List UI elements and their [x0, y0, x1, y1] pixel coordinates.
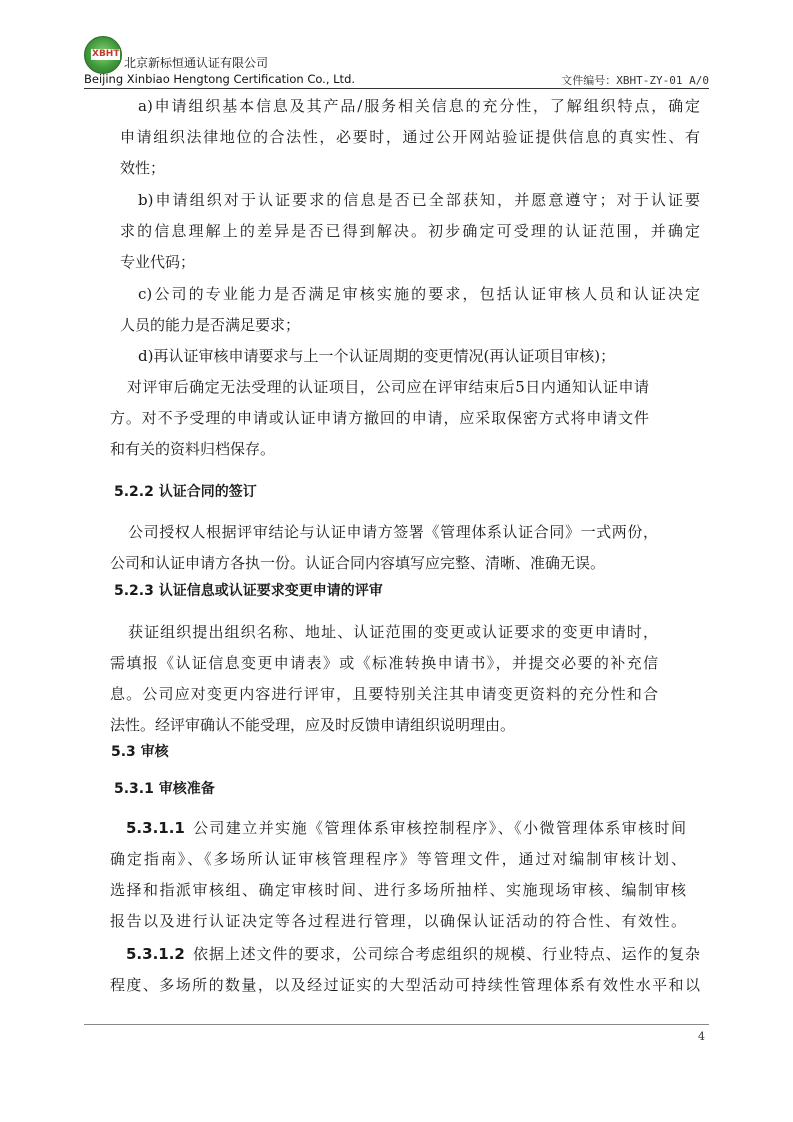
paragraph-reject-line3: 和有关的资料归档保存。: [110, 440, 276, 458]
list-item-a-line1: a)申请组织基本信息及其产品/服务相关信息的充分性，了解组织特点，确定: [138, 97, 700, 115]
list-item-a-line2: 申请组织法律地位的合法性，必要时，通过公开网站验证提供信息的真实性、有: [120, 128, 700, 146]
heading-5-3-1: 5.3.1 审核准备: [114, 781, 215, 797]
list-item-c-line2: 人员的能力是否满足要求；: [120, 316, 301, 334]
logo-text: XBHT: [92, 49, 120, 59]
heading-5-2-2: 5.2.2 认证合同的签订: [114, 484, 257, 500]
paragraph-reject-line2: 方。对不予受理的申请或认证申请方撤回的申请，应采取保密方式将申请文件: [110, 409, 649, 427]
company-name-en: Beijing Xinbiao Hengtong Certification Co., Ltd.: [84, 72, 356, 86]
paragraph-5-3-1-1-line3: 选择和指派审核组、确定审核时间、进行多场所抽样、实施现场审核、编制审核: [110, 881, 686, 899]
page-header: [84, 36, 709, 88]
clause-text: 依据上述文件的要求，公司综合考虑组织的规模、行业特点、运作的复杂: [193, 945, 700, 963]
paragraph-contract-line2: 公司和认证申请方各执一份。认证合同内容填写应完整、清晰、准确无误。: [110, 554, 606, 572]
clause-text: 公司建立并实施《管理体系审核控制程序》、《小微管理体系审核时间: [193, 819, 686, 837]
list-item-c-line1: c)公司的专业能力是否满足审核实施的要求，包括认证审核人员和认证决定: [138, 285, 700, 303]
paragraph-contract-line1: 公司授权人根据评审结论与认证申请方签署《管理体系认证合同》一式两份，: [128, 523, 658, 541]
header-divider: [84, 88, 709, 89]
clause-number-5-3-1-2: 5.3.1.2: [126, 945, 185, 963]
paragraph-5-3-1-2-line2: 程度、多场所的数量，以及经过证实的大型活动可持续性管理体系有效性水平和以: [110, 976, 700, 994]
company-logo: [84, 36, 122, 74]
heading-5-2-3: 5.2.3 认证信息或认证要求变更申请的评审: [114, 583, 383, 599]
list-item-b-line2: 求的信息理解上的差异是否已得到解决。初步确定可受理的认证范围，并确定: [120, 222, 700, 240]
footer-divider: [84, 1024, 709, 1025]
clause-number-5-3-1-1: 5.3.1.1: [126, 819, 185, 837]
paragraph-5-3-1-1-line4: 报告以及进行认证决定等各过程进行管理，以确保认证活动的符合性、有效性。: [110, 912, 686, 930]
list-item-d-line1: d)再认证审核申请要求与上一个认证周期的变更情况(再认证项目审核)；: [138, 347, 616, 365]
paragraph-change-line2: 需填报《认证信息变更申请表》或《标准转换申请书》，并提交必要的补充信: [110, 654, 658, 672]
list-item-b-line3: 专业代码；: [120, 253, 196, 271]
heading-5-3: 5.3 审核: [111, 744, 169, 760]
paragraph-5-3-1-1-line2: 确定指南》、《多场所认证审核管理程序》等管理文件，通过对编制审核计划、: [110, 850, 686, 868]
paragraph-change-line3: 息。公司应对变更内容进行评审，且要特别关注其申请变更资料的充分性和合: [110, 685, 658, 703]
list-item-b-line1: b)申请组织对于认证要求的信息是否已全部获知，并愿意遵守；对于认证要: [138, 191, 700, 209]
page-number: 4: [698, 1030, 705, 1043]
list-item-a-line3: 效性；: [120, 159, 166, 177]
paragraph-change-line1: 获证组织提出组织名称、地址、认证范围的变更或认证要求的变更申请时，: [128, 623, 658, 641]
paragraph-reject-line1: 对评审后确定无法受理的认证项目，公司应在评审结束后5日内通知认证申请: [127, 378, 649, 396]
document-number: 文件编号：XBHT-ZY-01 A/0: [561, 74, 709, 87]
paragraph-5-3-1-2-line1: [126, 943, 700, 965]
paragraph-change-line4: 法性。经评审确认不能受理，应及时反馈申请组织说明理由。: [110, 716, 516, 734]
paragraph-5-3-1-1-line1: [126, 817, 686, 839]
company-name-cn: 北京新标恒通认证有限公司: [124, 56, 269, 70]
